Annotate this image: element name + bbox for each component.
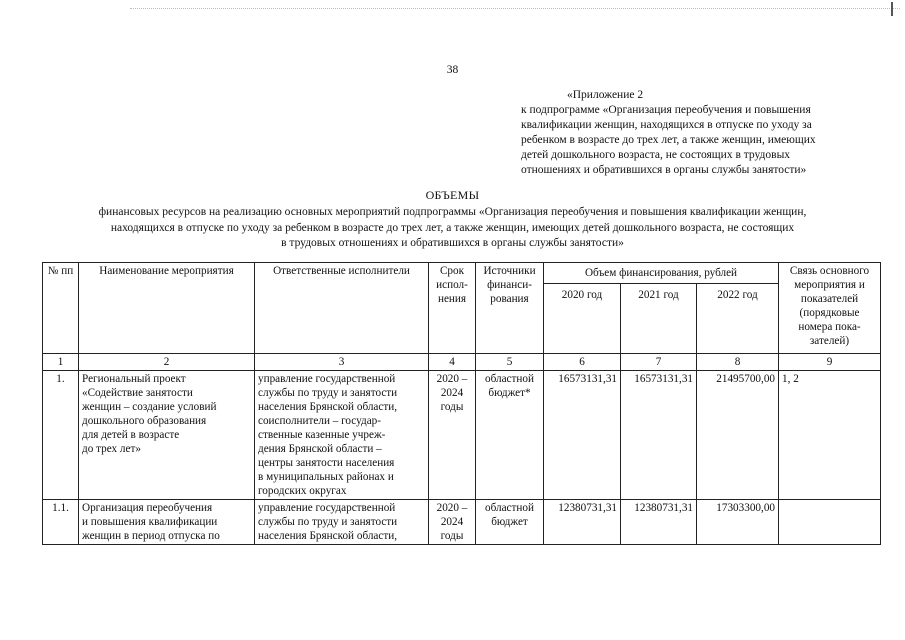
- column-number-row: [43, 354, 881, 371]
- appendix-line: детей дошкольного возраста, не состоящих в трудовых: [521, 149, 791, 161]
- table-row: [43, 371, 881, 500]
- row-term-line: годы: [440, 530, 464, 542]
- row-source: [476, 371, 544, 500]
- row-name-line: до трех лет»: [82, 443, 141, 455]
- subtitle-line: находящихся в отпуске по уходу за ребенком в возрасте до трех лет, а также женщин, имеющих детей дошкольного возраста, не состоящих: [110, 221, 795, 234]
- subtitle-line: в трудовых отношениях и обратившихся в органы службы занятости»: [281, 237, 624, 249]
- row-executor-line: управление государственной: [258, 502, 396, 514]
- header-link: Связь основного мероприятия и показателей (порядковые номера пока- зателей): [779, 263, 881, 354]
- row-2020: 12380731,31: [544, 500, 621, 545]
- table-row: [43, 500, 881, 545]
- subtitle-line: финансовых ресурсов на реализацию основных мероприятий подпрограммы «Организация переобучения и повышения квалификации женщин,: [98, 206, 807, 218]
- row-name: [79, 371, 255, 500]
- row-executor-line: населения Брянской области,: [258, 401, 398, 413]
- row-link: [779, 500, 881, 545]
- appendix-line: «Приложение 2: [567, 89, 644, 101]
- column-number: 3: [255, 354, 429, 371]
- row-term-line: 2024: [440, 387, 464, 399]
- financing-table: [42, 262, 881, 545]
- row-term-line: 2024: [440, 516, 464, 528]
- row-executor-line: службы по труду и занятости: [258, 516, 398, 528]
- row-term-line: годы: [440, 401, 464, 413]
- row-2021: 16573131,31: [621, 371, 697, 500]
- column-number: 9: [779, 354, 881, 371]
- row-executor-line: ственные казенные учреж-: [258, 429, 386, 441]
- column-number: 7: [621, 354, 697, 371]
- column-number: 1: [43, 354, 79, 371]
- table-header-row: [43, 263, 881, 284]
- header-volume: Объем финансирования, рублей: [544, 263, 779, 284]
- row-num: 1.: [43, 371, 79, 500]
- row-term-line: 2020 –: [436, 373, 468, 385]
- row-name-line: «Содействие занятости: [82, 387, 193, 399]
- row-name-line: для детей в возрасте: [82, 429, 180, 441]
- row-executor-line: дения Брянской области –: [258, 443, 382, 455]
- header-name: Наименование мероприятия: [79, 263, 255, 354]
- row-executor-line: соисполнители – государ-: [258, 415, 381, 427]
- document-title: ОБЪЕМЫ: [425, 188, 480, 202]
- row-term: [429, 371, 476, 500]
- scan-edge-tick: [891, 2, 893, 16]
- column-number: 5: [476, 354, 544, 371]
- row-name-line: женщин в период отпуска по: [82, 530, 220, 542]
- row-name-line: и повышения квалификации: [82, 516, 218, 528]
- header-2022: 2022 год: [697, 284, 779, 354]
- row-name-line: Организация переобучения: [82, 502, 213, 514]
- appendix-line: квалификации женщин, находящихся в отпуске по уходу за: [521, 119, 812, 131]
- row-source-line: бюджет*: [488, 387, 531, 399]
- scan-edge-marks: [130, 8, 900, 12]
- header-2020: 2020 год: [544, 284, 621, 354]
- header-2021: 2021 год: [621, 284, 697, 354]
- appendix-note: [521, 88, 866, 178]
- row-2021: 12380731,31: [621, 500, 697, 545]
- row-name-line: женщин – создание условий: [82, 401, 217, 413]
- appendix-line: отношениях и обратившихся в органы службы занятости»: [521, 164, 807, 176]
- row-executors: [255, 500, 429, 545]
- row-executor-line: центры занятости населения: [258, 457, 395, 469]
- page-number: 38: [446, 64, 459, 76]
- row-2022: 21495700,00: [697, 371, 779, 500]
- row-executor-line: населения Брянской области,: [258, 530, 398, 542]
- appendix-line: ребенком в возрасте до трех лет, а также женщин, имеющих: [521, 134, 816, 146]
- header-term: Срок испол- нения: [429, 263, 476, 354]
- column-number: 6: [544, 354, 621, 371]
- appendix-line: к подпрограмме «Организация переобучения и повышения: [521, 104, 811, 116]
- row-term: [429, 500, 476, 545]
- row-name: [79, 500, 255, 545]
- row-source-line: областной: [485, 373, 534, 385]
- header-sources: Источники финанси- рования: [476, 263, 544, 354]
- row-2022: 17303300,00: [697, 500, 779, 545]
- row-source: [476, 500, 544, 545]
- row-name-line: Региональный проект: [82, 373, 186, 385]
- row-link: 1, 2: [779, 371, 881, 500]
- row-executor-line: в муниципальных районах и: [258, 471, 394, 483]
- row-executors: [255, 371, 429, 500]
- column-number: 2: [79, 354, 255, 371]
- row-name-line: дошкольного образования: [82, 415, 207, 427]
- row-executor-line: управление государственной: [258, 373, 396, 385]
- row-source-line: бюджет: [491, 516, 528, 528]
- column-number: 8: [697, 354, 779, 371]
- header-num: № пп: [43, 263, 79, 354]
- header-executors: Ответственные исполнители: [255, 263, 429, 354]
- row-num: 1.1.: [43, 500, 79, 545]
- row-executor-line: службы по труду и занятости: [258, 387, 398, 399]
- column-number: 4: [429, 354, 476, 371]
- row-2020: 16573131,31: [544, 371, 621, 500]
- row-source-line: областной: [485, 502, 534, 514]
- row-executor-line: городских округах: [258, 485, 347, 497]
- document-subtitle: [40, 205, 865, 252]
- row-term-line: 2020 –: [436, 502, 468, 514]
